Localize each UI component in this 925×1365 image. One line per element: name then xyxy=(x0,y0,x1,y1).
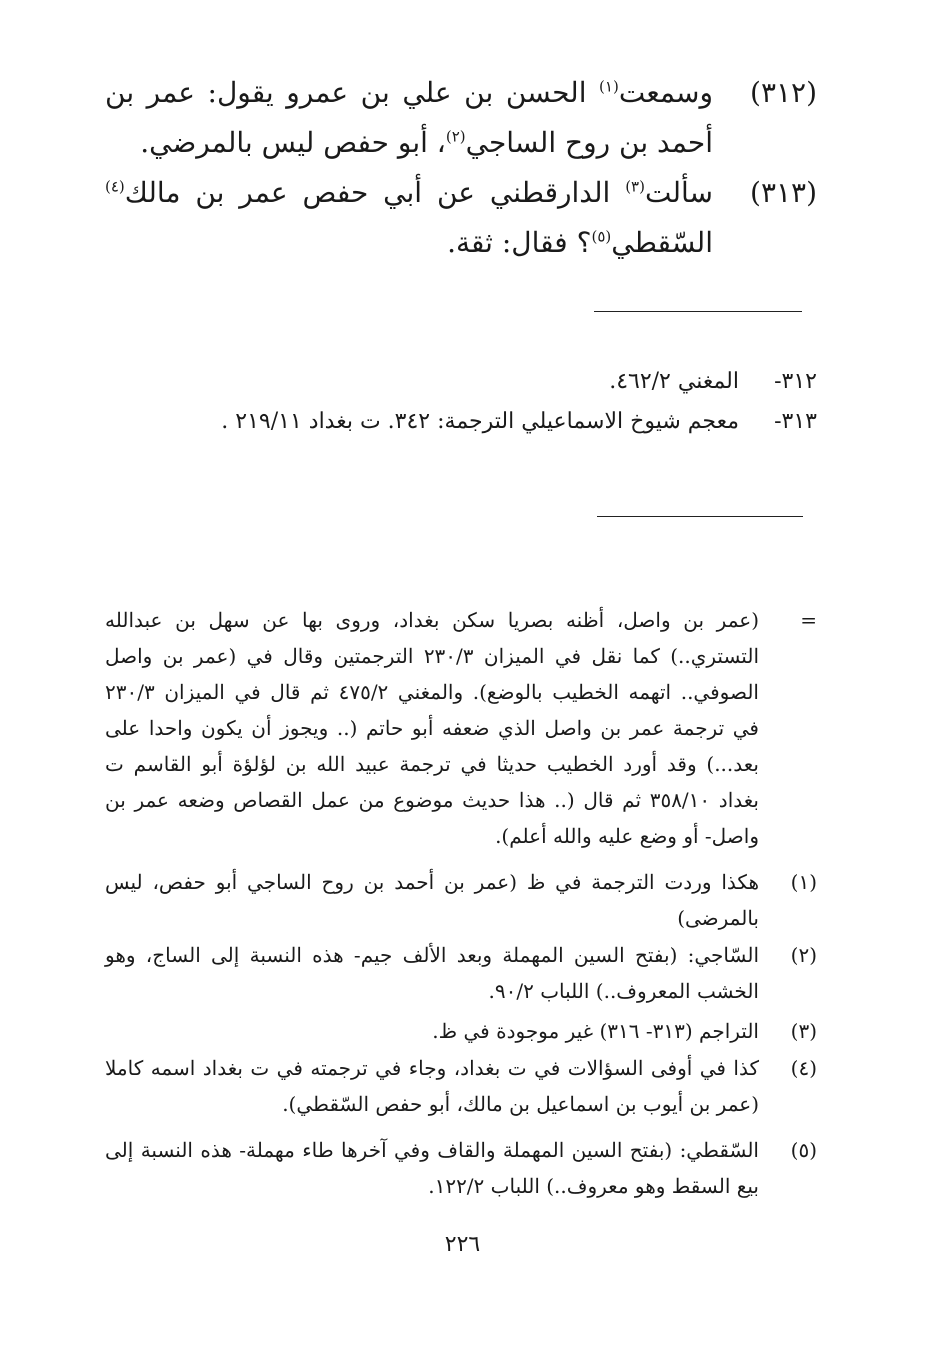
entry-text: سألت$^{(٣)}$ الدارقطني عن أبي حفص عمر بن مالك$^{(٤)}$ السّقطي$^{(٥)}$؟ فقال: ثقة. xyxy=(105,176,713,259)
source-313 xyxy=(105,402,817,442)
entry-number: (٣١٢) xyxy=(750,76,817,109)
footnote-text: السّقطي: (بفتح السين المهملة والقاف وفي آخرها طاء مهملة- هذه النسبة إلى بيع السقط وهو معروف..) اللباب ١٢٢/٢. xyxy=(105,1138,759,1198)
footnote-text: السّاجي: (بفتح السين المهملة وبعد الألف جيم- هذه النسبة إلى الساج، وهو الخشب المعروف..) اللباب ٩٠/٢. xyxy=(105,943,759,1003)
footnote-number: (٢) xyxy=(790,943,817,967)
footnote-continuation xyxy=(105,602,817,854)
footnote-4 xyxy=(105,1050,817,1122)
footnote-text: هكذا وردت الترجمة في ظ (عمر بن أحمد بن روح الساجي أبو حفص، ليس بالمرضى) xyxy=(105,870,759,930)
entry-number: (٣١٣) xyxy=(750,176,817,209)
entry-text: وسمعت$^{(١)}$ الحسن بن علي بن عمرو يقول: عمر بن أحمد بن روح الساجي$^{(٢)}$، أبو حفص ليس بالمرضي. xyxy=(105,76,713,159)
source-text: معجم شيوخ الاسماعيلي الترجمة: ٣٤٢. ت بغداد ٢١٩/١١ . xyxy=(221,409,739,434)
footnote-number: (٥) xyxy=(790,1138,817,1162)
entry-313 xyxy=(105,168,817,268)
footnote-mark: (١) xyxy=(599,77,619,96)
footnote-text: التراجم (٣١٣- ٣١٦) غير موجودة في ظ. xyxy=(432,1019,759,1043)
footnote-number: = xyxy=(800,608,817,632)
source-text: المغني ٤٦٢/٢. xyxy=(609,369,739,394)
footnote-text: كذا في أوفى السؤالات في ت بغداد، وجاء في ترجمته في ت بغداد اسمه كاملا (عمر بن أيوب بن اسماعيل بن مالك، أبو حفص السّقطي). xyxy=(105,1056,759,1116)
page-number: ٢٢٦ xyxy=(444,1232,481,1257)
footnote-number: (٣) xyxy=(790,1019,817,1043)
footnote-mark: (٥) xyxy=(591,227,612,246)
separator-rule-top xyxy=(594,311,802,312)
footnote-3 xyxy=(105,1013,817,1049)
separator-rule-footnotes xyxy=(597,516,803,517)
footnote-mark: (٢) xyxy=(445,127,466,146)
source-number: ٣١٣- xyxy=(774,409,817,434)
footnote-5 xyxy=(105,1132,817,1204)
footnote-1 xyxy=(105,864,817,936)
footnote-2 xyxy=(105,937,817,1009)
footnote-mark: (٤) xyxy=(105,177,125,196)
source-number: ٣١٢- xyxy=(774,369,817,394)
footnote-text: (عمر بن واصل، أظنه بصريا سكن بغداد، وروى بها عن سهل بن عبدالله التستري..) كما نقل في الميزان ٢٣٠/٣ الترجمتين وقال في (عمر بن واصل الصوفي.. اتهمه الخطيب بالوضع). والمغني ٤٧٥/٢ ثم قال في الميزان ٢٣٠/٣ في ترجمة عمر بن واصل الذي ضعفه أبو حاتم (.. ويجوز أن يكون واحدا على بعد...) وقد أورد الخطيب حديثا في ترجمة عبيد الله بن لؤلؤة أبو القاسم ت بغداد ٣٥٨/١٠ ثم قال (.. هذا حديث موضوع من عمل القصاص وضعه عمر بن واصل- أو وضع عليه والله أعلم). xyxy=(105,608,759,848)
footnote-mark: (٣) xyxy=(625,177,645,196)
footnote-number: (٤) xyxy=(790,1056,817,1080)
footnote-number: (١) xyxy=(790,870,817,894)
entry-312 xyxy=(105,68,817,168)
source-312 xyxy=(105,362,817,402)
